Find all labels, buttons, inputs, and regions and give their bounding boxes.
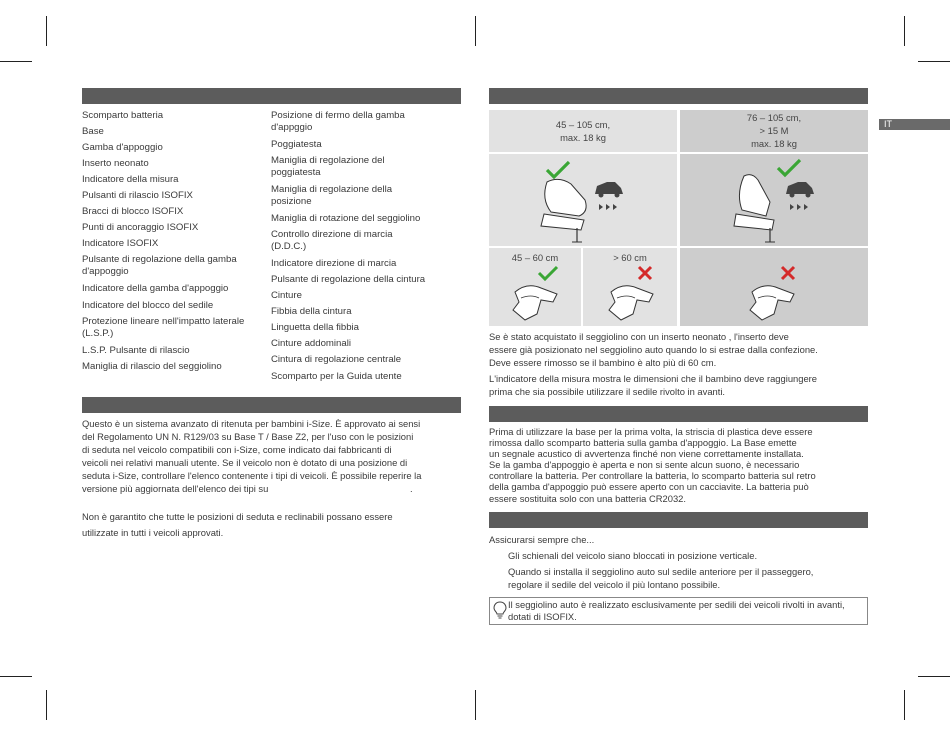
paragraph-line: essere già posizionato nel seggiolino auto quando lo si estrae dalla confezione. bbox=[489, 344, 818, 355]
table-cell-forward-image bbox=[680, 154, 868, 246]
paragraph-line: versione più aggiornata dell'elenco dei tipi su bbox=[82, 483, 269, 494]
list-item: Pulsanti di rilascio ISOFIX bbox=[82, 190, 193, 201]
paragraph-line: Questo è un sistema avanzato di ritenuta per bambini i-Size. È approvato ai sensi bbox=[82, 418, 421, 429]
checklist-intro: Assicurarsi sempre che... bbox=[489, 534, 595, 545]
tip-line: dotati di ISOFIX. bbox=[508, 611, 577, 622]
list-item: Scomparto per la Guida utente bbox=[271, 371, 402, 382]
paragraph-line: prima che sia possibile utilizzare il sedile rivolto in avanti. bbox=[489, 386, 726, 397]
list-item: Maniglia di regolazione della bbox=[271, 184, 393, 195]
list-item: posizione bbox=[271, 196, 312, 207]
list-item: Scomparto batteria bbox=[82, 110, 164, 121]
paragraph-line: della gamba d'appoggio può essere aperto con un cacciavite. La batteria può bbox=[489, 481, 809, 492]
paragraph-line: seduta i-Size, controllare l'elenco contenente i tipi di veicoli. È possibile reperire la bbox=[82, 470, 422, 481]
paragraph-line: essere sostituita solo con una batteria CR2032. bbox=[489, 493, 686, 504]
list-item: Cinture addominali bbox=[271, 338, 351, 349]
crop-mark bbox=[904, 16, 905, 46]
paragraph-line: del Regolamento UN N. R129/03 su Base T / Base Z2, per l'uso con le posizioni bbox=[82, 431, 414, 442]
list-item: (L.S.P.) bbox=[82, 328, 114, 339]
infant-insert-illustration bbox=[507, 278, 563, 324]
paragraph-end: . bbox=[410, 483, 413, 494]
checklist-item: Gli schienali del veicolo siano bloccati in posizione verticale. bbox=[508, 550, 758, 561]
section-bar-usage bbox=[489, 88, 868, 104]
tip-box bbox=[489, 597, 868, 625]
paragraph-line: controllare la batteria. Per controllare la batteria, lo scomparto batteria sul retro bbox=[489, 470, 816, 481]
list-item: Fibbia della cintura bbox=[271, 306, 352, 317]
table-cell-rear-image bbox=[489, 154, 677, 246]
paragraph-line: Se la gamba d'appoggio è aperta e non si sente alcun suono, è necessario bbox=[489, 459, 800, 470]
paragraph-line: Deve essere rimosso se il bambino è alto più di 60 cm. bbox=[489, 357, 717, 368]
list-item: Controllo direzione di marcia bbox=[271, 229, 393, 240]
language-tab: IT bbox=[879, 119, 950, 130]
list-item: Base bbox=[82, 126, 104, 137]
list-item: Maniglia di rotazione del seggiolino bbox=[271, 213, 421, 224]
table-cell-forward-insert bbox=[680, 248, 868, 326]
paragraph-line: Prima di utilizzare la base per la prima volta, la striscia di plastica deve essere bbox=[489, 426, 813, 437]
crop-mark bbox=[918, 676, 950, 677]
list-item: Cintura di regolazione centrale bbox=[271, 354, 402, 365]
check-icon bbox=[545, 160, 571, 180]
crop-mark bbox=[475, 16, 476, 46]
list-item: Maniglia di rilascio del seggiolino bbox=[82, 361, 222, 372]
list-item: Indicatore del blocco del sedile bbox=[82, 300, 214, 311]
paragraph-line: di seduta nel veicolo compatibili con i-Size, come indicato dai fabbricanti di bbox=[82, 444, 392, 455]
paragraph-line: un segnale acustico di avvertenza finché non viene correttamente installata. bbox=[489, 448, 804, 459]
rear-facing-seat-illustration bbox=[489, 154, 677, 246]
table-header-rear-line: 45 – 105 cm, bbox=[555, 119, 611, 130]
check-icon bbox=[776, 158, 802, 178]
crop-mark bbox=[918, 61, 950, 62]
paragraph-line: utilizzate in tutti i veicoli approvati. bbox=[82, 527, 224, 538]
section-bar-components bbox=[82, 88, 461, 104]
list-item: poggiatesta bbox=[271, 167, 321, 178]
checklist-item: Quando si installa il seggiolino auto sul sedile anteriore per il passeggero, bbox=[508, 566, 814, 577]
list-item: Punti di ancoraggio ISOFIX bbox=[82, 222, 199, 233]
table-header-forward-line: 76 – 105 cm, bbox=[746, 112, 802, 123]
crop-mark bbox=[0, 61, 32, 62]
table-header-rear bbox=[489, 110, 677, 152]
table-subheader: > 60 cm bbox=[613, 252, 647, 263]
crop-mark bbox=[475, 690, 476, 720]
section-bar-check bbox=[489, 512, 868, 528]
table-header-forward-line: > 15 M bbox=[759, 125, 789, 136]
list-item: Posizione di fermo della gamba bbox=[271, 110, 405, 121]
lightbulb-icon bbox=[493, 601, 507, 619]
paragraph-line: Non è garantito che tutte le posizioni di seduta e reclinabili possano essere bbox=[82, 511, 393, 522]
list-item: Indicatore della gamba d'appoggio bbox=[82, 283, 229, 294]
paragraph-line: veicoli nei relativi manuali utente. Se il veicolo non è dotato di una posizione di bbox=[82, 457, 408, 468]
list-item: Gamba d'appoggio bbox=[82, 142, 163, 153]
table-cell-infant-insert-small bbox=[489, 248, 581, 326]
crop-mark bbox=[0, 676, 32, 677]
crop-mark bbox=[46, 690, 47, 720]
paragraph-line: Se è stato acquistato il seggiolino con un inserto neonato , l'inserto deve bbox=[489, 331, 789, 342]
checklist-item: regolare il sedile del veicolo il più lontano possibile. bbox=[508, 579, 721, 590]
list-item: Indicatore della misura bbox=[82, 174, 179, 185]
table-subheader: 45 – 60 cm bbox=[511, 252, 559, 263]
table-header-forward-line: max. 18 kg bbox=[751, 138, 797, 149]
list-item: Pulsante di regolazione della gamba bbox=[82, 254, 237, 265]
paragraph-line: L'indicatore della misura mostra le dimensioni che il bambino deve raggiungere bbox=[489, 373, 818, 384]
infant-insert-illustration bbox=[603, 278, 659, 324]
list-item: Inserto neonato bbox=[82, 158, 149, 169]
list-item: Linguetta della fibbia bbox=[271, 322, 360, 333]
list-item: (D.D.C.) bbox=[271, 241, 307, 252]
list-item: Maniglia di regolazione del bbox=[271, 155, 385, 166]
table-cell-infant-insert-large bbox=[583, 248, 677, 326]
crop-mark bbox=[904, 690, 905, 720]
list-item: L.S.P. Pulsante di rilascio bbox=[82, 345, 190, 356]
section-bar-battery bbox=[489, 406, 868, 422]
paragraph-line: rimossa dallo scomparto batteria sulla gamba d'appoggio. La Base emette bbox=[489, 437, 797, 448]
section-bar-approval bbox=[82, 397, 461, 413]
table-header-rear-line: max. 18 kg bbox=[560, 132, 606, 143]
list-item: Protezione lineare nell'impatto laterale bbox=[82, 316, 245, 327]
list-item: Pulsante di regolazione della cintura bbox=[271, 274, 426, 285]
forward-facing-seat-illustration bbox=[680, 154, 868, 246]
list-item: Indicatore direzione di marcia bbox=[271, 258, 397, 269]
list-item: Poggiatesta bbox=[271, 139, 322, 150]
list-item: Cinture bbox=[271, 290, 302, 301]
tip-line: Il seggiolino auto è realizzato esclusivamente per sedili dei veicoli rivolti in avanti, bbox=[508, 599, 845, 610]
list-item: Bracci di blocco ISOFIX bbox=[82, 206, 184, 217]
crop-mark bbox=[46, 16, 47, 46]
list-item: Indicatore ISOFIX bbox=[82, 238, 159, 249]
list-item: d'appggio bbox=[271, 122, 313, 133]
infant-insert-illustration bbox=[744, 278, 800, 324]
list-item: d'appoggio bbox=[82, 266, 129, 277]
